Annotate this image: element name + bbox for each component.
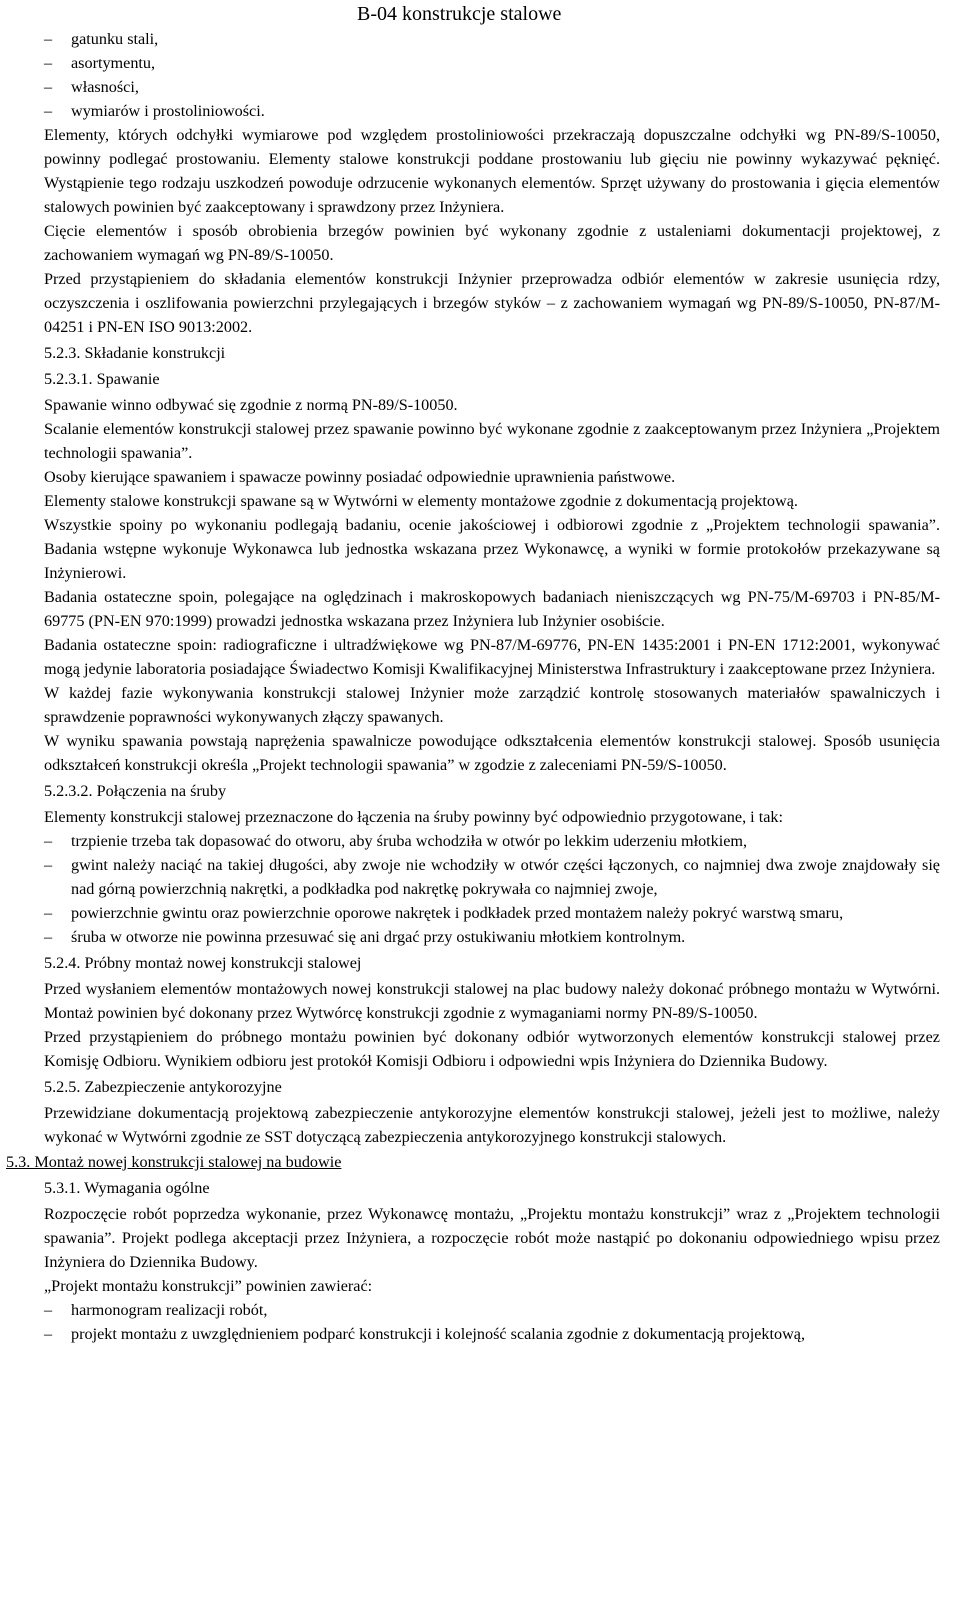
project-contents-list xyxy=(44,1298,940,1346)
section-heading-5-2-3-1: 5.2.3.1. Spawanie xyxy=(44,370,160,388)
list-item: – trzpienie trzeba tak dopasować do otworu, aby śruba wchodziła w otwór po lekkim uderzeniu młotkiem, xyxy=(44,829,940,853)
page-header-title: B-04 konstrukcje stalowe xyxy=(357,3,562,25)
paragraph-radiographic-testing: Badania ostateczne spoin: radiograficzne i ultradźwiękowe wg PN-87/M-69776, PN-EN 1435:2001 i PN-EN 1712:2001, wykonywać mogą jedynie laboratoria posiadające Świadectwo Komisji Kwalifikacyjnej Ministerstwa Infrastruktury i zaakceptowane przez Inżyniera. xyxy=(44,636,940,678)
list-item: – wymiarów i prostoliniowości. xyxy=(44,99,940,123)
list-item: – własności, xyxy=(44,75,940,99)
paragraph-welded-elements: Elementy stalowe konstrukcji spawane są w Wytwórni w elementy montażowe zgodnie z dokumentacją projektową. xyxy=(44,492,798,510)
paragraph-welding-norm: Spawanie winno odbywać się zgodnie z normą PN-89/S-10050. xyxy=(44,396,458,414)
list-item: – gwint należy naciąć na takiej długości, aby zwoje nie wchodziły w otwór części łączonych, co najmniej dwa zwoje znajdowały się nad górną powierzchnią nakrętki, a podkładka pod nakrętkę pokrywała co najmniej zwoje, xyxy=(44,853,940,901)
paragraph-project-contents: „Projekt montażu konstrukcji” powinien zawierać: xyxy=(44,1277,373,1295)
paragraph-cutting: Cięcie elementów i sposób obrobienia brzegów powinien być wykonany zgodnie z ustaleniami dokumentacji projektowej, z zachowaniem wymagań wg PN-89/S-10050. xyxy=(44,222,940,264)
paragraph-weld-testing: Wszystkie spoiny po wykonaniu podlegają badaniu, ocenie jakościowej i odbiorowi zgodnie z „Projektem technologii spawania”. Badania wstępne wykonuje Wykonawca lub jednostka wskazana przez Wykonawcę, a wyniki w formie protokołów przekazywane są Inżynierowi. xyxy=(44,516,940,582)
paragraph-straightening: Elementy, których odchyłki wymiarowe pod względem prostoliniowości przekraczają dopuszczalne odchyłki wg PN-89/S-10050, powinny podlegać prostowaniu. Elementy stalowe konstrukcji poddane prostowaniu lub gięciu nie powinny wykazywać pęknięć. Wystąpienie tego rodzaju uszkodzeń powoduje odrzucenie wykonanych elementów. Sprzęt używany do prostowania i gięcia elementów stalowych powinien być zaakceptowany i sprawdzony przez Inżyniera. xyxy=(44,126,940,216)
paragraph-material-control: W każdej fazie wykonywania konstrukcji stalowej Inżynier może zarządzić kontrolę stosowanych materiałów spawalniczych i sprawdzenie poprawności wykonywanych złączy spawanych. xyxy=(44,684,940,726)
paragraph-welding-assembly: Scalanie elementów konstrukcji stalowej przez spawanie powinno być wykonane zgodnie z zaakceptowanym przez Inżyniera „Projektem technologii spawania”. xyxy=(44,420,940,462)
paragraph-bolted-connections: Elementy konstrukcji stalowej przeznaczone do łączenia na śruby powinny być odpowiednio przygotowane, i tak: xyxy=(44,808,783,826)
bolt-requirements-list xyxy=(44,829,940,949)
paragraph-acceptance-commission: Przed przystąpieniem do próbnego montażu powinien być dokonany odbiór wytworzonych elementów konstrukcji stalowej przez Komisję Odbioru. Wynikiem odbioru jest protokół Komisji Odbioru i odpowiedni wpis Inżyniera do Dziennika Budowy. xyxy=(44,1028,940,1070)
list-item: – projekt montażu z uwzględnieniem podparć konstrukcji i kolejność scalania zgodnie z dokumentacją projektową, xyxy=(44,1322,940,1346)
section-heading-5-2-3: 5.2.3. Składanie konstrukcji xyxy=(44,344,226,362)
section-heading-5-2-4: 5.2.4. Próbny montaż nowej konstrukcji stalowej xyxy=(44,954,362,972)
paragraph-assembly-project: Rozpoczęcie robót poprzedza wykonanie, przez Wykonawcę montażu, „Projektu montażu konstrukcji” wraz z „Projektem technologii spawania”. Projekt podlega akceptacji przez Inżyniera, a rozpoczęcie robót może nastąpić po dokonaniu odpowiedniego wpisu przez Inżyniera do Dziennika Budowy. xyxy=(44,1205,940,1271)
section-heading-5-3-1: 5.3.1. Wymagania ogólne xyxy=(44,1179,210,1197)
paragraph-final-weld-inspection: Badania ostateczne spoin, polegające na oględzinach i makroskopowych badaniach nieniszczących wg PN-75/M-69703 i PN-85/M-69775 (PN-EN 970:1999) prowadzi jednostka wskazana przez Inżyniera lub Inżynier osobiście. xyxy=(44,588,940,630)
section-heading-5-2-5: 5.2.5. Zabezpieczenie antykorozyjne xyxy=(44,1078,282,1096)
list-item: – śruba w otworze nie powinna przesuwać się ani drgać przy ostukiwaniu młotkiem kontrolnym. xyxy=(44,925,940,949)
paragraph-welders-qualifications: Osoby kierujące spawaniem i spawacze powinny posiadać odpowiednie uprawnienia państwowe. xyxy=(44,468,676,486)
paragraph-pre-assembly-inspection: Przed przystąpieniem do składania elementów konstrukcji Inżynier przeprowadza odbiór elementów w zakresie usunięcia rdzy, oczyszczenia i oszlifowania powierzchni przylegających i brzegów styków – z zachowaniem wymagań wg PN-89/S-10050, PN-87/M-04251 i PN-EN ISO 9013:2002. xyxy=(44,270,940,336)
list-item: – asortymentu, xyxy=(44,51,940,75)
paragraph-trial-assembly: Przed wysłaniem elementów montażowych nowej konstrukcji stalowej na plac budowy należy dokonać próbnego montażu w Wytwórni. Montaż powinien być dokonany przez Wytwórcę konstrukcji zgodnie z wymaganiami normy PN-89/S-10050. xyxy=(44,980,940,1022)
document-body xyxy=(6,27,940,1346)
section-heading-5-2-3-2: 5.2.3.2. Połączenia na śruby xyxy=(44,782,227,800)
list-item: – powierzchnie gwintu oraz powierzchnie oporowe nakrętek i podkładek przed montażem należy pokryć warstwą smaru, xyxy=(44,901,940,925)
paragraph-corrosion-protection: Przewidziane dokumentacją projektową zabezpieczenie antykorozyjne elementów konstrukcji stalowej, jeżeli jest to możliwe, należy wykonać w Wytwórni zgodnie ze SST dotyczącą zabezpieczenia antykorozyjnego konstrukcji stalowych. xyxy=(44,1104,940,1146)
material-checks-list xyxy=(44,27,940,123)
list-item: – gatunku stali, xyxy=(44,27,940,51)
paragraph-welding-stress: W wyniku spawania powstają naprężenia spawalnicze powodujące odkształcenia elementów konstrukcji stalowej. Sposób usunięcia odkształceń konstrukcji określa „Projekt technologii spawania” w zgodzie z zaleceniami PN-59/S-10050. xyxy=(44,732,940,774)
section-heading-5-3: 5.3. Montaż nowej konstrukcji stalowej na budowie xyxy=(6,1153,342,1171)
list-item: – harmonogram realizacji robót, xyxy=(44,1298,940,1322)
